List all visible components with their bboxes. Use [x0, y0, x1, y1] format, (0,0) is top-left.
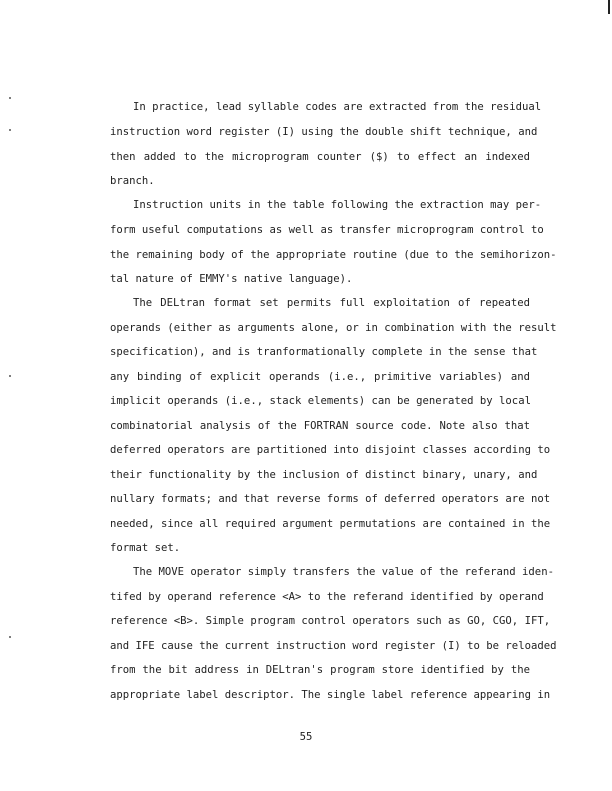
text-line: Instruction units in the table following the extraction may per-	[133, 199, 542, 211]
text-line: branch.	[110, 175, 155, 187]
text-line: instruction word register (I) using the double shift technique, and	[110, 126, 538, 138]
scan-speck	[9, 129, 11, 131]
text-line: then added to the microprogram counter ($) to effect an indexed	[110, 151, 530, 163]
text-line: their functionality by the inclusion of distinct binary, unary, and	[110, 469, 538, 481]
scan-edge-mark	[608, 0, 610, 14]
text-line: reference <B>. Simple program control operators such as GO, CGO, IFT,	[110, 615, 551, 627]
text-line: from the bit address in DELtran's program store identified by the	[110, 664, 530, 676]
text-line: needed, since all required argument permutations are contained in the	[110, 518, 551, 530]
text-line: In practice, lead syllable codes are extracted from the residual	[133, 101, 542, 113]
text-line: The DELtran format set permits full exploitation of repeated	[133, 297, 530, 309]
text-line: appropriate label descriptor. The single label reference appearing in	[110, 689, 551, 701]
scan-speck	[9, 97, 11, 99]
text-line: combinatorial analysis of the FORTRAN source code. Note also that	[110, 420, 530, 432]
text-line: tal nature of EMMY's native language).	[110, 273, 353, 285]
text-line: nullary formats; and that reverse forms of deferred operators are not	[110, 493, 551, 505]
text-line: any binding of explicit operands (i.e., primitive variables) and	[110, 371, 530, 383]
text-line: deferred operators are partitioned into disjoint classes according to	[110, 444, 551, 456]
text-line: tifed by operand reference <A> to the referand identified by operand	[110, 591, 544, 603]
text-line: The MOVE operator simply transfers the value of the referand iden-	[133, 566, 554, 578]
scan-speck	[9, 636, 11, 638]
text-line: the remaining body of the appropriate routine (due to the semihorizon-	[110, 249, 557, 261]
text-line: form useful computations as well as transfer microprogram control to	[110, 224, 544, 236]
text-line: format set.	[110, 542, 181, 554]
text-line: operands (either as arguments alone, or in combination with the result	[110, 322, 557, 334]
scan-speck	[9, 375, 11, 377]
text-line: and IFE cause the current instruction word register (I) to be reloaded	[110, 640, 557, 652]
text-line: implicit operands (i.e., stack elements) can be generated by local	[110, 395, 531, 407]
text-line: specification), and is tranformationally complete in the sense that	[110, 346, 538, 358]
page-number: 55	[299, 731, 313, 743]
